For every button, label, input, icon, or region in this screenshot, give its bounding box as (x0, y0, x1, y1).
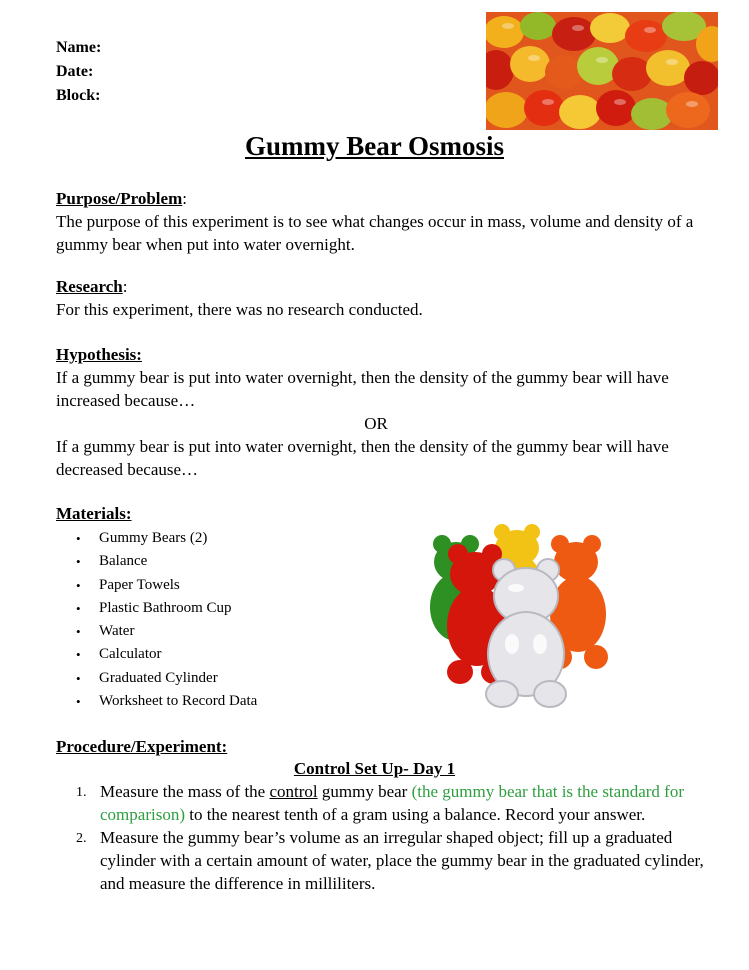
gummy-bears-group-art (420, 522, 620, 710)
list-item (76, 527, 257, 550)
list-item (76, 643, 257, 666)
step-note-green: (the gummy bear that is the standard for comparison) (100, 782, 684, 824)
date-label: Date: (56, 63, 94, 80)
research-heading: Research (56, 277, 123, 296)
step-text: Measure the gummy bear’s volume as an irregular shaped object; fill up a graduated cylinder with a certain amount of water, place the gummy bear in the graduated cylinder, and measure the difference in milliliters. (100, 828, 704, 893)
bullet-icon: • (76, 624, 81, 640)
materials-list (76, 527, 257, 713)
procedure-heading: Procedure/Experiment: (56, 737, 228, 756)
research-section (56, 275, 716, 321)
research-text: For this experiment, there was no research conducted. (56, 300, 423, 319)
hypothesis-or: OR (364, 414, 388, 433)
step-text-underlined: control (269, 782, 318, 801)
step-text: gummy bear (317, 782, 412, 801)
step-text: Measure the mass of the (100, 782, 270, 801)
purpose-text: The purpose of this experiment is to see what changes occur in mass, volume and density of a gummy bear when put into water overnight. (56, 212, 694, 254)
bullet-icon: • (76, 647, 81, 663)
gummy-bears-photo-art (486, 12, 718, 130)
hypothesis-section (56, 343, 716, 481)
hypothesis-heading: Hypothesis: (56, 345, 142, 364)
list-item (76, 620, 257, 643)
name-label: Name: (56, 39, 102, 56)
material-label: Calculator (99, 646, 162, 663)
material-label: Gummy Bears (2) (99, 530, 208, 546)
hypothesis-line-2: If a gummy bear is put into water overnight, then the density of the gummy bear will have decreased because… (56, 437, 669, 479)
bullet-icon: • (76, 600, 81, 616)
gummy-bears-photo (486, 12, 718, 130)
procedure-step-1 (76, 780, 706, 826)
procedure-subheading: Control Set Up- Day 1 (293, 759, 456, 778)
page-title: Gummy Bear Osmosis (244, 131, 504, 161)
purpose-colon: : (182, 189, 187, 208)
material-label: Balance (99, 553, 148, 570)
block-label: Block: (56, 87, 101, 104)
header-fields (56, 36, 101, 108)
step-text: to the nearest tenth of a gram using a balance. Record your answer. (184, 805, 646, 824)
list-item (76, 574, 257, 597)
materials-heading: Materials: (56, 504, 132, 523)
procedure-step-2 (76, 826, 706, 895)
list-item (76, 550, 257, 573)
step-number: 2. (76, 831, 87, 846)
list-item (76, 597, 257, 620)
bullet-icon: • (76, 554, 81, 570)
material-label: Worksheet to Record Data (99, 693, 258, 710)
list-item (76, 690, 257, 713)
bullet-icon: • (76, 670, 81, 686)
material-label: Plastic Bathroom Cup (99, 599, 232, 616)
purpose-heading: Purpose/Problem (56, 189, 183, 208)
hypothesis-line-1: If a gummy bear is put into water overnight, then the density of the gummy bear will have increased because… (56, 368, 669, 410)
purpose-section (56, 187, 716, 256)
bullet-icon: • (76, 694, 81, 710)
material-label: Paper Towels (99, 576, 180, 593)
procedure-section (56, 735, 716, 758)
material-label: Water (99, 623, 135, 640)
step-number: 1. (76, 785, 87, 800)
bullet-icon: • (76, 531, 81, 546)
procedure-steps (76, 780, 706, 895)
list-item (76, 667, 257, 690)
research-colon: : (122, 277, 128, 296)
bullet-icon: • (76, 577, 81, 593)
material-label: Graduated Cylinder (99, 669, 218, 686)
gummy-bears-group-photo (420, 522, 620, 710)
